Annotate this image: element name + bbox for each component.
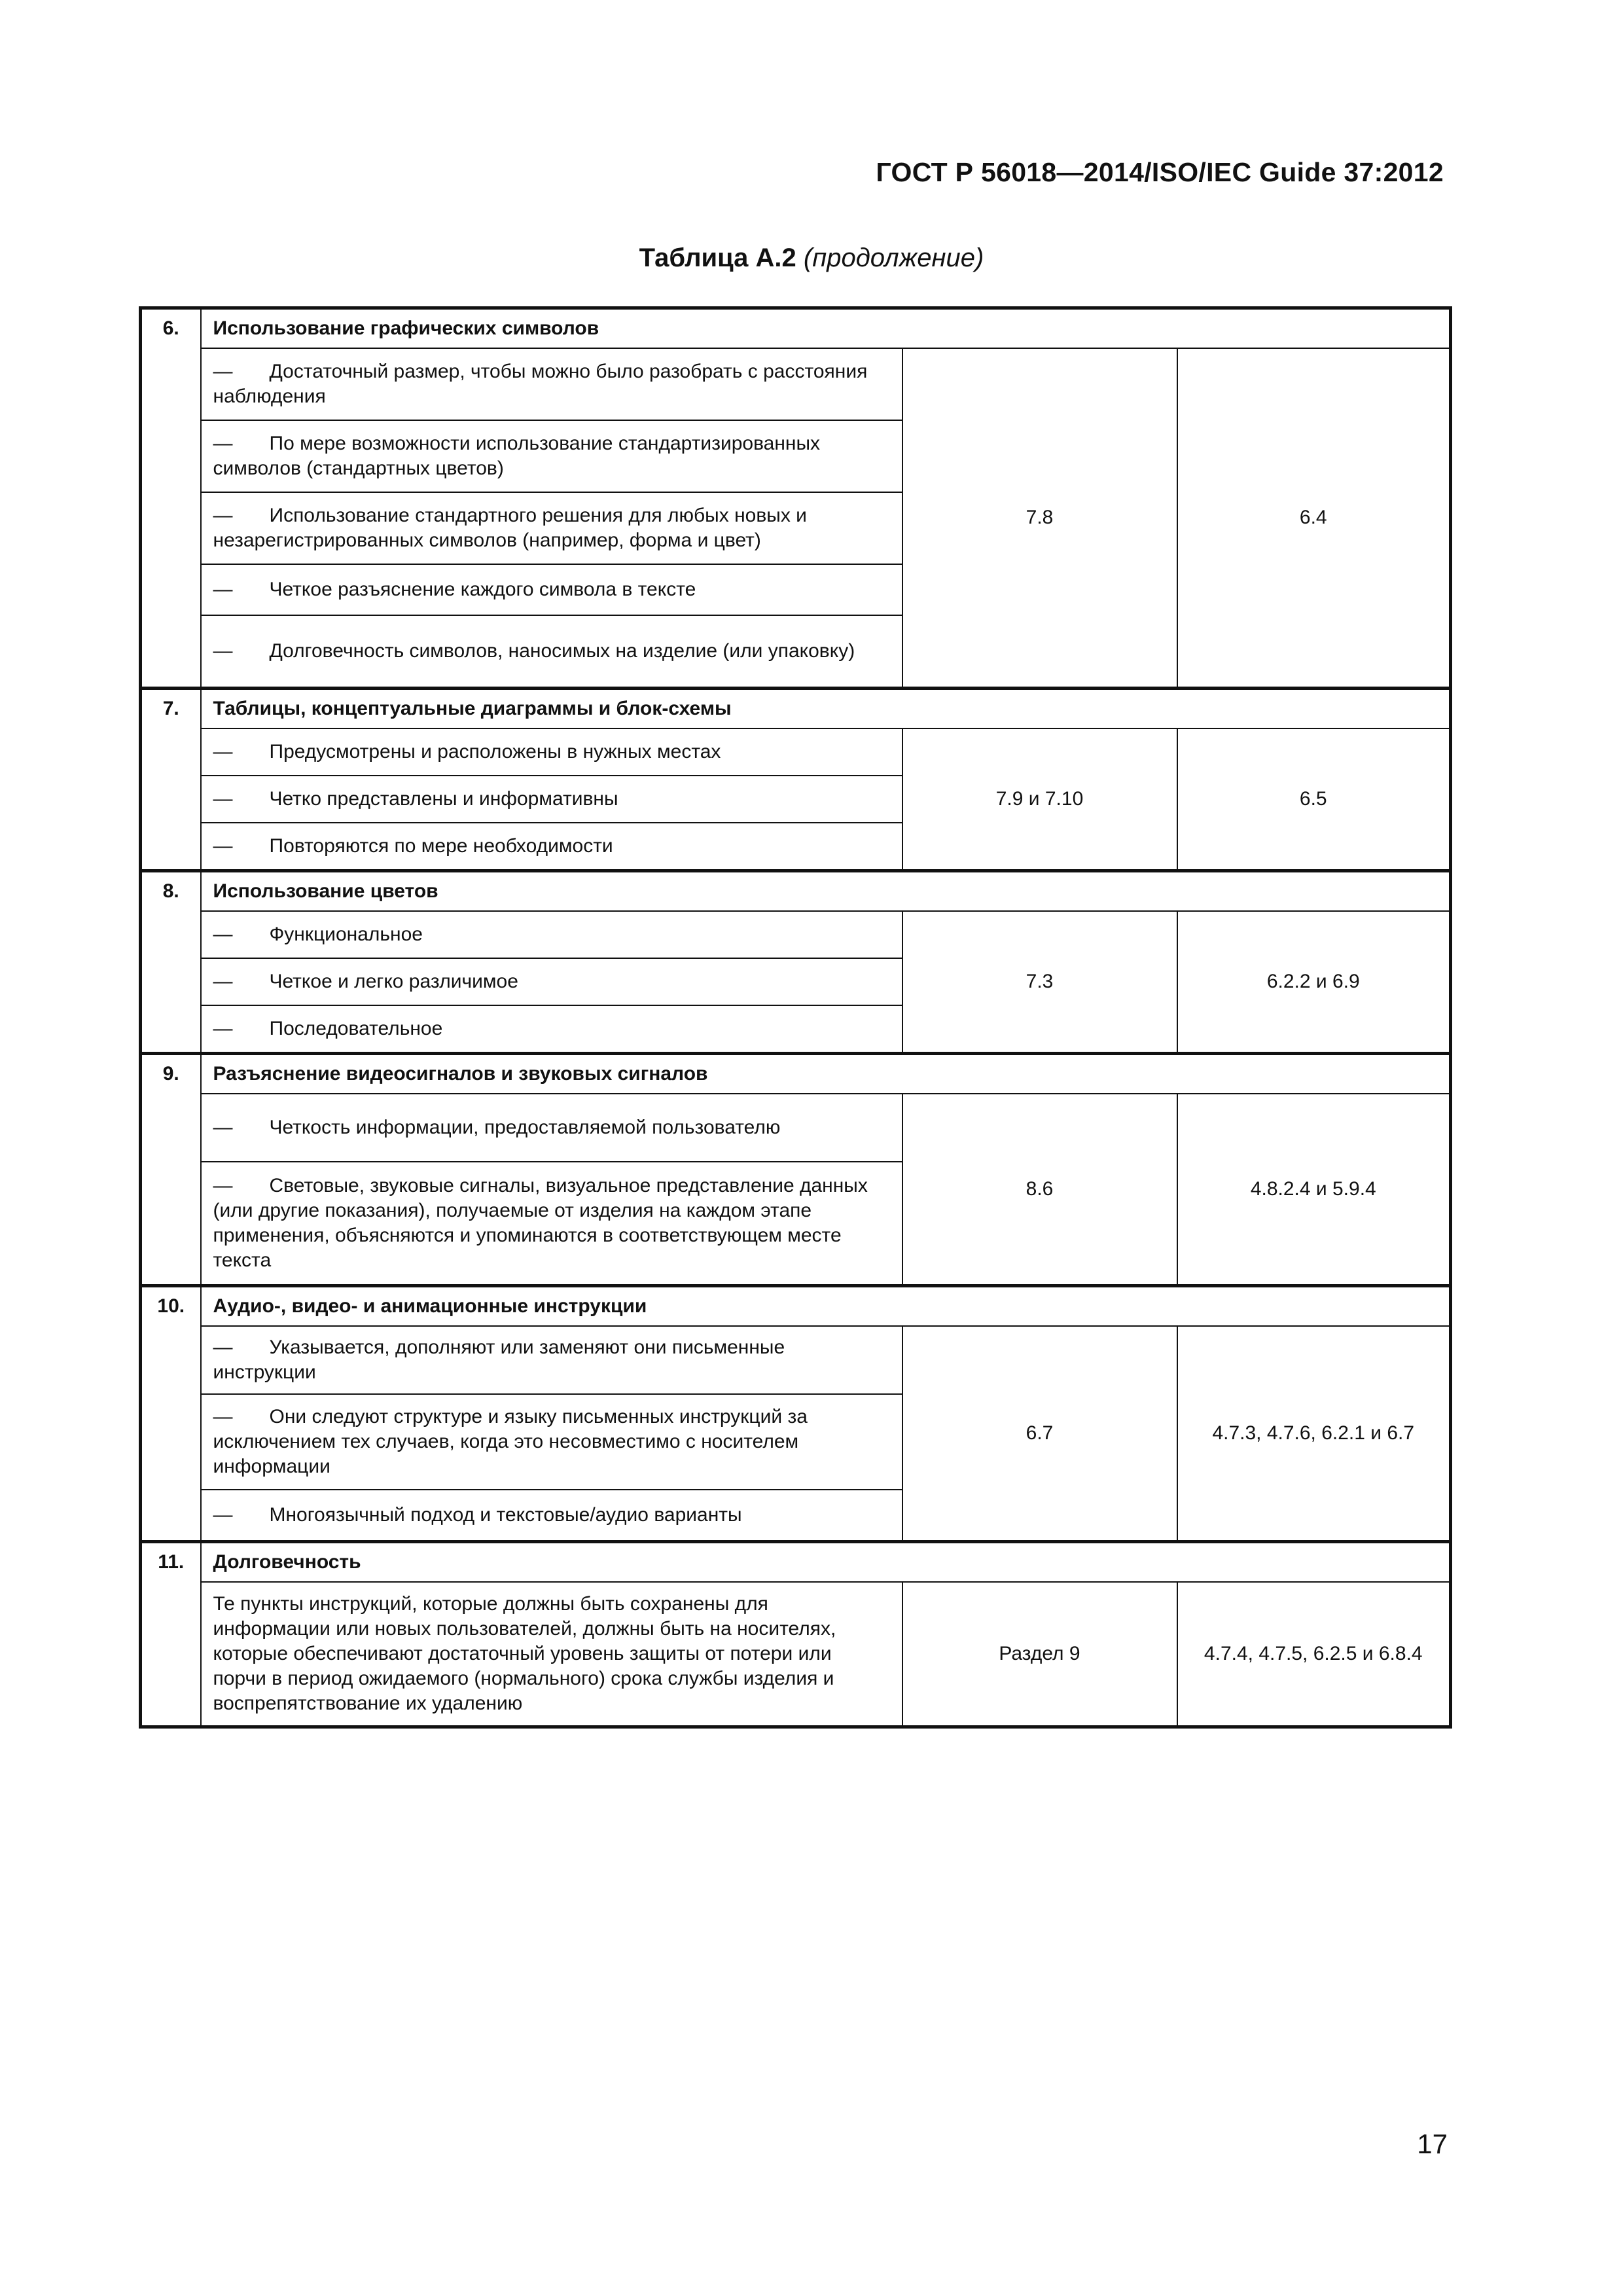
requirement-text: Достаточный размер, чтобы можно было разобрать с расстояния наблюдения xyxy=(213,361,868,407)
item-dash: — xyxy=(213,1406,233,1427)
item-dash: — xyxy=(213,433,233,454)
requirement-text: Четкость информации, предоставляемой пользователю xyxy=(269,1117,781,1138)
requirement-text: Многоязычный подход и текстовые/аудио варианты xyxy=(269,1504,742,1526)
reference-clause: 6.7 xyxy=(902,1326,1177,1542)
section-number: 11. xyxy=(141,1542,201,1727)
requirement-paragraph: Те пункты инструкций, которые должны быть сохранены для информации или новых пользователей, должны быть на носителях, которые обеспечивают достаточный уровень защиты от потери или порчи в период ожидаемого (нормального) срока службы изделия и воспрепятствование их удалению xyxy=(201,1582,902,1727)
requirement-item xyxy=(201,492,902,564)
table-caption-note: (продолжение) xyxy=(803,243,984,272)
item-dash: — xyxy=(213,1504,233,1526)
reference-clause-alt: 6.5 xyxy=(1177,728,1451,871)
section-number: 8. xyxy=(141,871,201,1054)
item-dash: — xyxy=(213,835,233,857)
table-row xyxy=(141,911,1451,958)
standard-header: ГОСТ Р 56018—2014/ISO/IEC Guide 37:2012 xyxy=(876,157,1444,187)
section-title: Использование цветов xyxy=(201,871,1451,912)
item-dash: — xyxy=(213,924,233,945)
reference-clause: Раздел 9 xyxy=(902,1582,1177,1727)
requirement-item xyxy=(201,420,902,492)
requirement-text: Четкое разъяснение каждого символа в тексте xyxy=(269,579,696,600)
item-dash: — xyxy=(213,579,233,600)
reference-clause: 8.6 xyxy=(902,1094,1177,1286)
requirement-item xyxy=(201,348,902,420)
table-row xyxy=(141,1326,1451,1394)
reference-clause-alt: 6.2.2 и 6.9 xyxy=(1177,911,1451,1054)
requirement-item xyxy=(201,958,902,1005)
requirement-item xyxy=(201,728,902,776)
item-dash: — xyxy=(213,788,233,810)
item-dash: — xyxy=(213,1336,233,1358)
section-title: Долговечность xyxy=(201,1542,1451,1583)
reference-clause: 7.9 и 7.10 xyxy=(902,728,1177,871)
requirement-item xyxy=(201,1162,902,1286)
requirement-item xyxy=(201,1005,902,1054)
requirement-item xyxy=(201,564,902,615)
section-number: 6. xyxy=(141,308,201,689)
requirement-item xyxy=(201,615,902,689)
item-dash: — xyxy=(213,361,233,382)
table-section-header xyxy=(141,308,1451,349)
requirement-text: Долговечность символов, наносимых на изделие (или упаковку) xyxy=(269,640,855,662)
requirement-text: Использование стандартного решения для любых новых и незарегистрированных символов (например, форма и цвет) xyxy=(213,505,807,551)
section-title: Разъяснение видеосигналов и звуковых сигналов xyxy=(201,1054,1451,1094)
reference-clause: 7.8 xyxy=(902,348,1177,689)
item-dash: — xyxy=(213,971,233,992)
item-dash: — xyxy=(213,741,233,762)
table-row xyxy=(141,1094,1451,1162)
reference-clause-alt: 4.7.3, 4.7.6, 6.2.1 и 6.7 xyxy=(1177,1326,1451,1542)
item-dash: — xyxy=(213,1018,233,1039)
reference-clause-alt: 6.4 xyxy=(1177,348,1451,689)
section-number: 7. xyxy=(141,689,201,871)
table-section-header xyxy=(141,871,1451,912)
page-number: 17 xyxy=(1417,2128,1448,2159)
requirement-item xyxy=(201,911,902,958)
section-number: 10. xyxy=(141,1286,201,1542)
section-number: 9. xyxy=(141,1054,201,1286)
section-title: Аудио-, видео- и анимационные инструкции xyxy=(201,1286,1451,1327)
table-section-header xyxy=(141,1542,1451,1583)
section-title: Использование графических символов xyxy=(201,308,1451,349)
item-dash: — xyxy=(213,1175,233,1196)
requirement-text: Указывается, дополняют или заменяют они письменные инструкции xyxy=(213,1336,785,1383)
requirement-text: Последовательное xyxy=(269,1018,443,1039)
table-caption-label: Таблица А.2 xyxy=(639,243,796,272)
item-dash: — xyxy=(213,1117,233,1138)
table-caption xyxy=(0,243,1623,273)
reference-clause: 7.3 xyxy=(902,911,1177,1054)
requirement-text: Повторяются по мере необходимости xyxy=(269,835,613,857)
requirement-item xyxy=(201,776,902,823)
requirement-text: Четкое и легко различимое xyxy=(269,971,518,992)
requirement-text: Функциональное xyxy=(269,924,423,945)
reference-clause-alt: 4.7.4, 4.7.5, 6.2.5 и 6.8.4 xyxy=(1177,1582,1451,1727)
requirement-text: Предусмотрены и расположены в нужных местах xyxy=(269,741,721,762)
requirement-text: Четко представлены и информативны xyxy=(269,788,618,810)
item-dash: — xyxy=(213,505,233,526)
requirement-item xyxy=(201,1326,902,1394)
requirement-item xyxy=(201,1094,902,1162)
item-dash: — xyxy=(213,640,233,662)
requirement-item xyxy=(201,1394,902,1490)
requirement-text: Они следуют структуре и языку письменных инструкций за исключением тех случаев, когда это несовместимо с носителем информации xyxy=(213,1406,808,1477)
table-row xyxy=(141,348,1451,420)
requirement-item xyxy=(201,1490,902,1542)
requirement-text: По мере возможности использование стандартизированных символов (стандартных цветов) xyxy=(213,433,821,479)
table-section-header xyxy=(141,1286,1451,1327)
section-title: Таблицы, концептуальные диаграммы и блок-схемы xyxy=(201,689,1451,729)
requirement-text: Световые, звуковые сигналы, визуальное представление данных (или другие показания), получаемые от изделия на каждом этапе применения, объясняются и упоминаются в соответствующем месте текста xyxy=(213,1175,868,1271)
table-row xyxy=(141,728,1451,776)
requirements-table xyxy=(139,306,1452,1729)
reference-clause-alt: 4.8.2.4 и 5.9.4 xyxy=(1177,1094,1451,1286)
table-section-header xyxy=(141,689,1451,729)
table-row xyxy=(141,1582,1451,1727)
requirement-item xyxy=(201,823,902,871)
table-section-header xyxy=(141,1054,1451,1094)
